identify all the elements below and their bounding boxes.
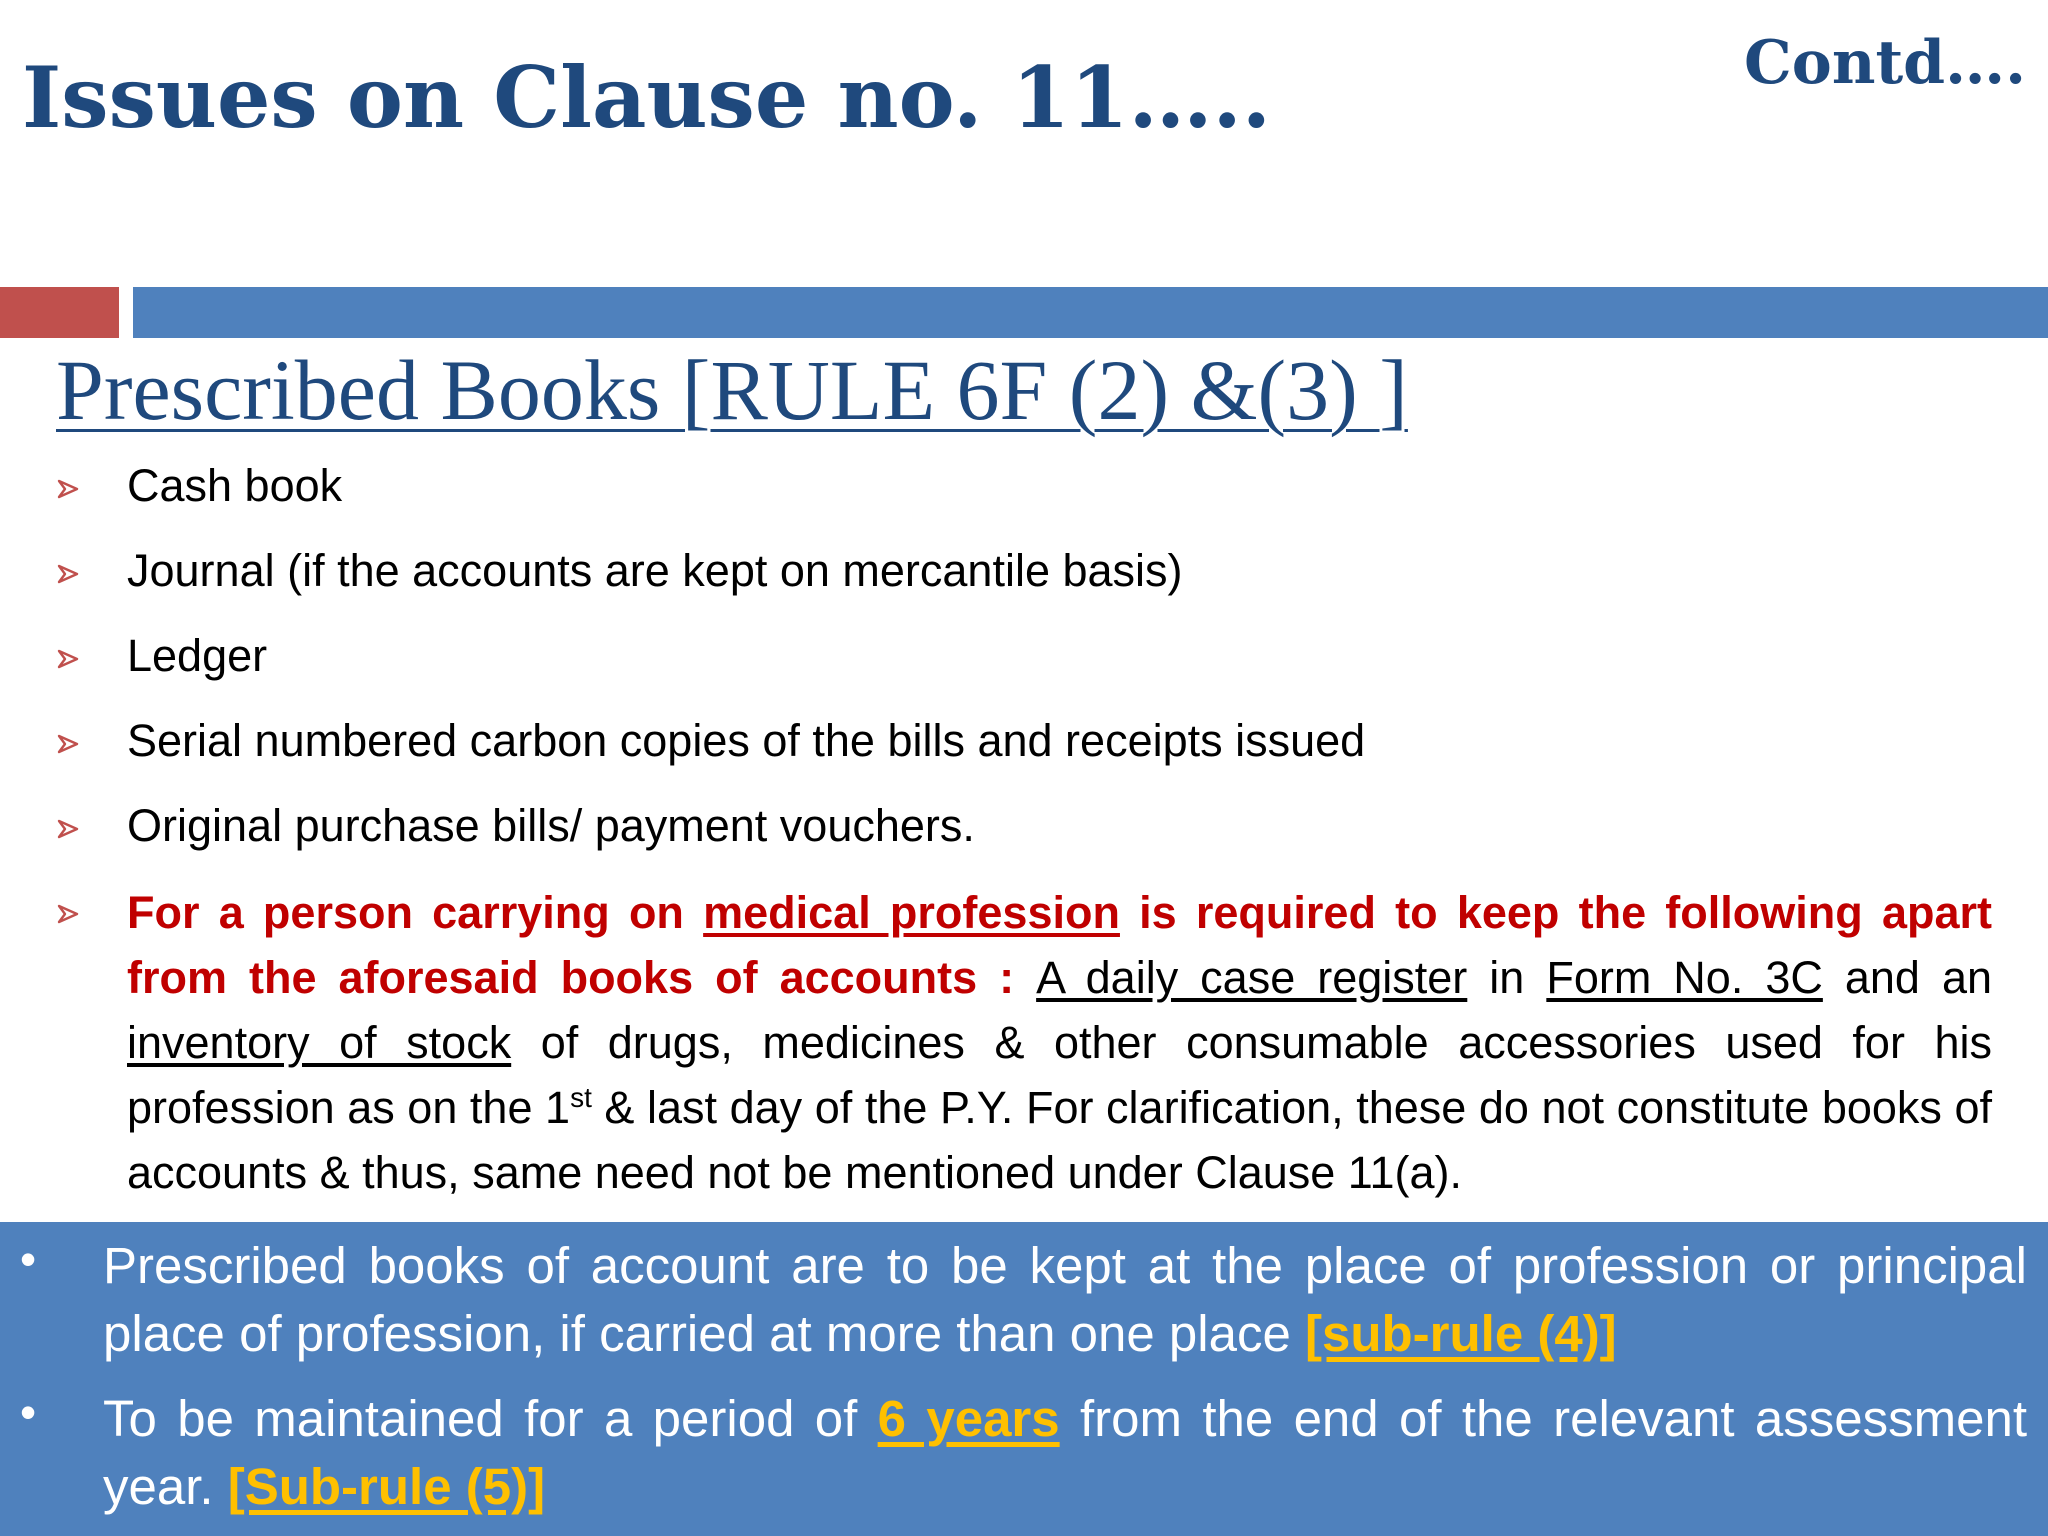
six-years-highlight: 6 years xyxy=(877,1390,1060,1447)
paragraph-text: in xyxy=(1467,952,1547,1003)
list-item-text: Ledger xyxy=(127,630,268,681)
note-body: from the end of the relevant assessment year. xyxy=(103,1390,2027,1515)
list-item-text: Serial numbered carbon copies of the bills and receipts issued xyxy=(127,715,1366,766)
list-item-text: Cash book xyxy=(127,460,343,511)
accent-band-blue xyxy=(133,287,2048,338)
arrow-bullet-icon xyxy=(56,733,80,755)
emphasis-text: For a person carrying on xyxy=(127,887,704,938)
note-body: Prescribed books of account are to be kept at the place of profession or principal place of profession, if carried at more than one place xyxy=(103,1237,2027,1362)
arrow-bullet-icon xyxy=(56,648,80,670)
list-item-text: Journal (if the accounts are kept on mercantile basis) xyxy=(127,545,1183,596)
paragraph-text: & last day of the P.Y. For clarification, these do not constitute books of accounts & thus, same need not be mentioned under Clause 11(a). xyxy=(127,1082,1992,1198)
arrow-bullet-icon xyxy=(56,563,80,585)
section-heading: Prescribed Books [RULE 6F (2) &(3) ] xyxy=(56,342,1408,438)
arrow-bullet-icon xyxy=(56,818,80,840)
dot-bullet-icon: • xyxy=(20,1386,37,1438)
emphasis-text: is required to keep the following apart from the aforesaid books of accounts : xyxy=(127,887,1992,1003)
ordinal-superscript: st xyxy=(570,1082,592,1113)
list-item-text: Original purchase bills/ payment vouchers. xyxy=(127,800,975,851)
case-register-term: A daily case register xyxy=(1036,952,1468,1003)
arrow-bullet-icon xyxy=(56,478,80,500)
note-text xyxy=(103,1232,2027,1368)
note-text xyxy=(103,1385,2027,1521)
accent-band-red xyxy=(0,287,119,338)
note-body: To be maintained for a period of xyxy=(103,1390,878,1447)
slide-title: Issues on Clause no. 11….. xyxy=(22,48,1272,147)
inventory-term: inventory of stock xyxy=(127,1017,512,1068)
arrow-bullet-icon xyxy=(56,903,80,925)
form-3c-term: Form No. 3C xyxy=(1546,952,1823,1003)
medical-profession-term: medical profession xyxy=(703,887,1120,938)
paragraph-text: of drugs, medicines & other consumable accessories used for his profession as on the 1 xyxy=(127,1017,1992,1133)
contd-label: Contd…. xyxy=(1744,28,2026,98)
sub-rule-4-ref: [sub-rule (4)] xyxy=(1305,1305,1617,1362)
sub-rule-5-ref: [Sub-rule (5)] xyxy=(227,1458,546,1515)
paragraph-text: and an xyxy=(1822,952,1993,1003)
medical-profession-paragraph xyxy=(127,880,1992,1205)
dot-bullet-icon: • xyxy=(20,1233,37,1285)
bottom-notes-panel xyxy=(0,1222,2048,1536)
